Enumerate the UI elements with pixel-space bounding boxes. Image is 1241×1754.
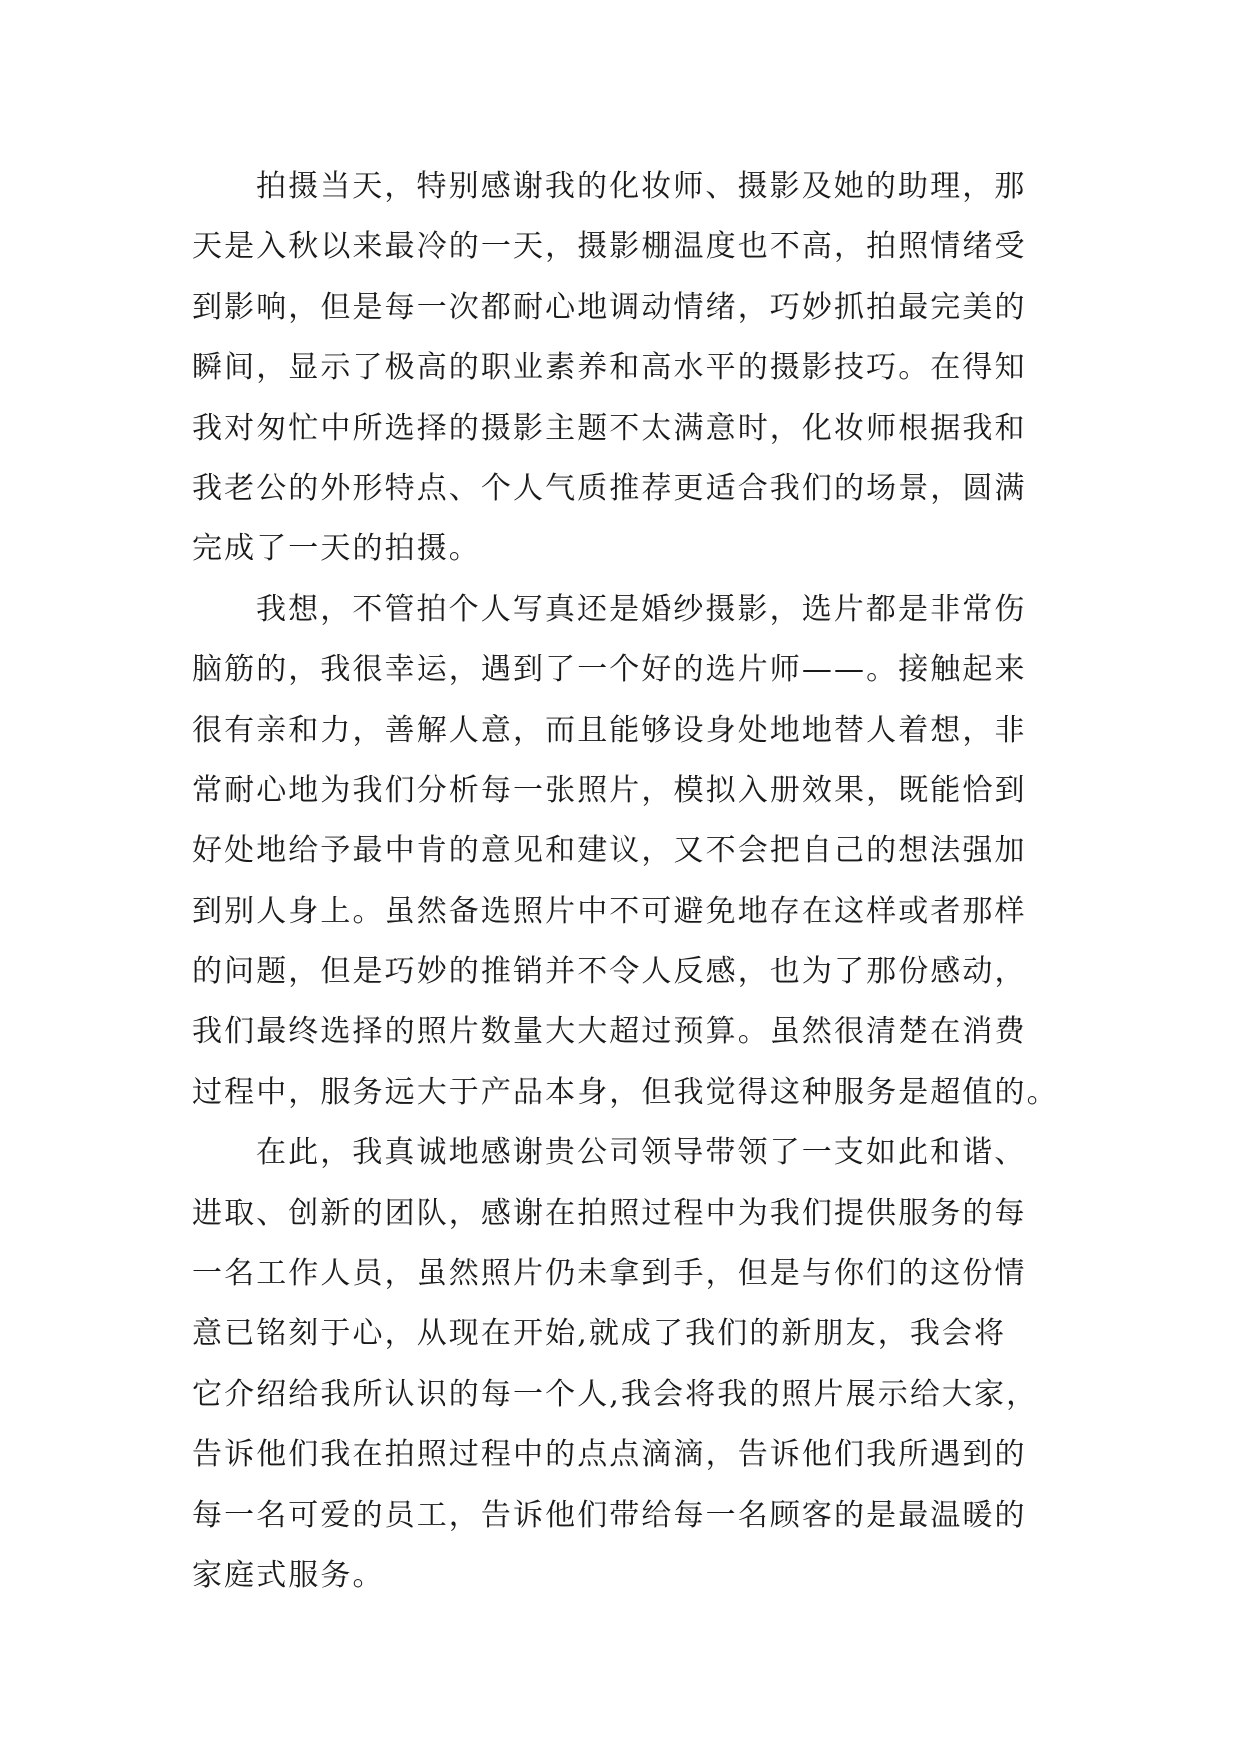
text-line: 天是入秋以来最冷的一天，摄影棚温度也不高，拍照情绪受 bbox=[192, 229, 1027, 265]
text-line: 我们最终选择的照片数量大大超过预算。虽然很清楚在消费 bbox=[192, 1014, 1027, 1050]
text-line: 的问题，但是巧妙的推销并不令人反感，也为了那份感动， bbox=[192, 954, 1027, 990]
text-line: 过程中，服务远大于产品本身，但我觉得这种服务是超值的。 bbox=[192, 1074, 1059, 1110]
text-line: 进取、创新的团队，感谢在拍照过程中为我们提供服务的每 bbox=[192, 1195, 1027, 1231]
text-line: 告诉他们我在拍照过程中的点点滴滴，告诉他们我所遇到的 bbox=[192, 1437, 1027, 1473]
text-line: 它介绍给我所认识的每一个人,我会将我的照片展示给大家， bbox=[192, 1376, 1039, 1412]
text-line: 一名工作人员，虽然照片仍未拿到手，但是与你们的这份情 bbox=[192, 1256, 1027, 1292]
paragraph-2 bbox=[192, 580, 1059, 1124]
text-line: 我对匆忙中所选择的摄影主题不太满意时，化妆师根据我和 bbox=[192, 410, 1027, 446]
text-line: 家庭式服务。 bbox=[192, 1557, 385, 1593]
text-line: 每一名可爱的员工，告诉他们带给每一名顾客的是最温暖的 bbox=[192, 1497, 1027, 1533]
text-line: 到影响，但是每一次都耐心地调动情绪，巧妙抓拍最完美的 bbox=[192, 289, 1027, 325]
text-line: 意已铭刻于心，从现在开始,就成了我们的新朋友，我会将 bbox=[192, 1316, 1007, 1352]
body-text bbox=[192, 157, 1059, 1606]
text-line: 我想，不管拍个人写真还是婚纱摄影，选片都是非常伤 bbox=[256, 591, 1027, 627]
text-line: 好处地给予最中肯的意见和建议，又不会把自己的想法强加 bbox=[192, 833, 1027, 869]
text-line: 瞬间，显示了极高的职业素养和高水平的摄影技巧。在得知 bbox=[192, 350, 1027, 386]
text-line: 在此，我真诚地感谢贵公司领导带领了一支如此和谐、 bbox=[256, 1135, 1027, 1171]
text-line: 常耐心地为我们分析每一张照片，模拟入册效果，既能恰到 bbox=[192, 772, 1027, 808]
paragraph-1 bbox=[192, 157, 1052, 580]
text-line: 拍摄当天，特别感谢我的化妆师、摄影及她的助理，那 bbox=[256, 169, 1027, 204]
text-line: 完成了一天的拍摄。 bbox=[192, 531, 481, 567]
text-line: 脑筋的，我很幸运，遇到了一个好的选片师——。接触起来 bbox=[192, 652, 1027, 688]
text-line: 很有亲和力，善解人意，而且能够设身处地地替人着想，非 bbox=[192, 712, 1027, 748]
text-line: 到别人身上。虽然备选照片中不可避免地存在这样或者那样 bbox=[192, 893, 1027, 929]
text-line: 我老公的外形特点、个人气质推荐更适合我们的场景，圆满 bbox=[192, 470, 1027, 506]
paragraph-3 bbox=[192, 1123, 1052, 1606]
